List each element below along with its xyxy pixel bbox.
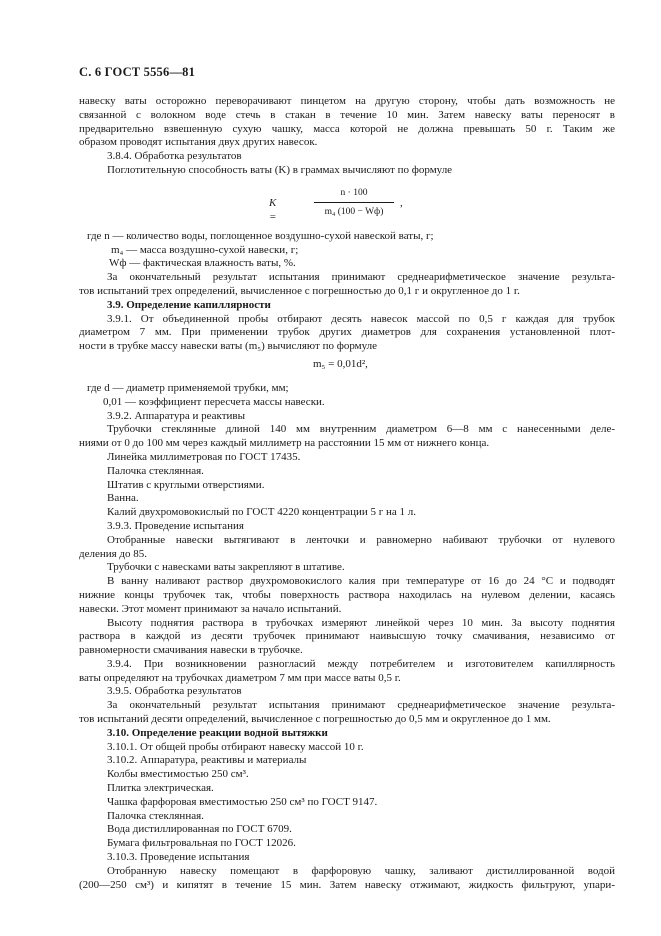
formula-m5 (79, 354, 615, 382)
paragraph-line: Отобранную навеску помещают в фарфоровую чашку, заливают дистиллированной водой (107, 864, 615, 877)
paragraph-line: ниями от 0 до 100 мм через каждый миллиметр на расстоянии 15 мм от нижнего конца. (79, 437, 490, 450)
list-item: Калий двухромовокислый по ГОСТ 4220 концентрации 5 г на 1 л. (107, 506, 417, 519)
paragraph-line: навески. Этот момент принимают за начало испытаний. (79, 602, 342, 615)
list-item: Палочка стеклянная. (107, 809, 204, 822)
section-heading-3-9-2: 3.9.2. Аппаратура и реактивы (107, 409, 246, 422)
paragraph-line: равномерности смачивания навески в трубочке. (79, 644, 303, 657)
document-body (79, 95, 615, 892)
paragraph-line: ваты определяют на трубочках диаметром 7 мм при массе ваты 0,5 г. (79, 671, 401, 684)
paragraph-line: 3.10.1. От общей пробы отбирают навеску массой 10 г. (107, 740, 364, 753)
paragraph-line: предварительно взвешенную сухую чашку, масса которой не должна превышать 50 г. Таким же (79, 122, 615, 135)
paragraph-line: нижние концы трубочек так, чтобы поверхность раствора находилась на нулевом делении, касаясь (79, 588, 615, 601)
paragraph-line: Трубочки стеклянные длиной 140 мм внутренним диаметром 6—8 мм с нанесенными деле- (107, 423, 615, 436)
formula-m5-text: m₅ = 0,01d², (313, 357, 368, 370)
where-line: 0,01 — коэффициент пересчета массы навески. (103, 395, 325, 408)
section-heading-3-9-3: 3.9.3. Проведение испытания (107, 519, 244, 532)
list-item: Штатив с круглыми отверстиями. (107, 478, 265, 491)
section-heading-3-9: 3.9. Определение капиллярности (107, 298, 271, 311)
paragraph-line: ности в трубке массу навески ваты (m₅) вычисляют по формуле (79, 340, 378, 353)
page-header: С. 6 ГОСТ 5556—81 (79, 65, 196, 79)
where-line: m₄ — масса воздушно-сухой навески, г; (111, 243, 299, 256)
formula-k-numerator: n · 100 (340, 187, 368, 198)
paragraph-line: диаметром 7 мм. При применении трубок других диаметров для сохранения установленной плот- (79, 326, 615, 339)
paragraph-line: 3.9.4. При возникновении разногласий между потребителем и изготовителем капиллярность (107, 657, 615, 670)
formula-k (79, 178, 615, 230)
paragraph-line: раствора в каждой из десяти трубочек принимают наивысшую точку смачивания, независимо от (79, 630, 615, 643)
paragraph-line: тов испытаний десяти определений, вычисленное с погрешностью до 0,5 мм и округленное до 1 мм. (79, 713, 551, 726)
section-heading-3-10-2: 3.10.2. Аппаратура, реактивы и материалы (107, 754, 307, 767)
paragraph-line: деления до 85. (79, 547, 148, 560)
list-item: Палочка стеклянная. (107, 464, 204, 477)
paragraph-line: образом проводят испытания двух других навесок. (79, 136, 318, 149)
paragraph-line: Отобранные навески вытягивают в ленточки и равномерно набивают трубочки от нулевого (107, 533, 615, 546)
list-item: Линейка миллиметровая по ГОСТ 17435. (107, 450, 301, 463)
list-item: Чашка фарфоровая вместимостью 250 см³ по ГОСТ 9147. (107, 795, 378, 808)
where-line: Wф — фактическая влажность ваты, %. (109, 257, 296, 270)
paragraph-line: Трубочки с навесками ваты закрепляют в штативе. (107, 561, 345, 574)
paragraph-line: За окончательный результат испытания принимают среднеарифметическое значение результа- (107, 271, 615, 284)
paragraph-line: навеску ваты осторожно переворачивают пинцетом на другую сторону, чтобы дать возможность не (79, 95, 615, 107)
section-heading-3-10: 3.10. Определение реакции водной вытяжки (107, 726, 328, 739)
fraction-bar (314, 202, 394, 203)
where-line: где n — количество воды, поглощенное воздушно-сухой навеской ваты, г; (87, 229, 434, 242)
list-item: Ванна. (107, 492, 139, 505)
paragraph-line: В ванну наливают раствор двухромовокислого калия при температуре от 16 до 24 °С и подводят (107, 575, 615, 588)
list-item: Плитка электрическая. (107, 782, 214, 795)
section-heading-3-8-4: 3.8.4. Обработка результатов (107, 150, 242, 163)
section-heading-3-10-3: 3.10.3. Проведение испытания (107, 851, 250, 864)
paragraph-line: 3.9.1. От объединенной пробы отбирают десять навесок массой по 0,5 г каждая для трубок (107, 312, 615, 325)
formula-k-denominator: m₄ (100 − Wф) (324, 206, 384, 217)
paragraph-line: связанной с волокном воде стечь в стакан в течение 10 мин. Затем навеску ваты переносят в (79, 108, 615, 121)
paragraph-line: (200—250 см³) и кипятят в течение 15 мин. Затем навеску отжимают, жидкость фильтруют, упари- (79, 878, 615, 891)
section-heading-3-9-5: 3.9.5. Обработка результатов (107, 685, 242, 698)
paragraph-line: тов испытаний трех определений, вычисленное с погрешностью до 0,1 г и округленное до 1 г. (79, 284, 520, 297)
list-item: Вода дистиллированная по ГОСТ 6709. (107, 823, 292, 836)
paragraph-line: Высоту поднятия раствора в трубочках измеряют линейкой через 10 мин. За высоту поднятия (107, 616, 615, 629)
list-item: Колбы вместимостью 250 см³. (107, 768, 249, 781)
paragraph-line: За окончательный результат испытания принимают среднеарифметическое значение результа- (107, 699, 615, 712)
formula-k-comma: , (400, 196, 403, 209)
list-item: Бумага фильтровальная по ГОСТ 12026. (107, 837, 296, 850)
where-line: где d — диаметр применяемой трубки, мм; (87, 381, 289, 394)
paragraph-line: Поглотительную способность ваты (K) в граммах вычисляют по формуле (107, 163, 453, 176)
formula-k-lhs: K = (269, 196, 277, 223)
